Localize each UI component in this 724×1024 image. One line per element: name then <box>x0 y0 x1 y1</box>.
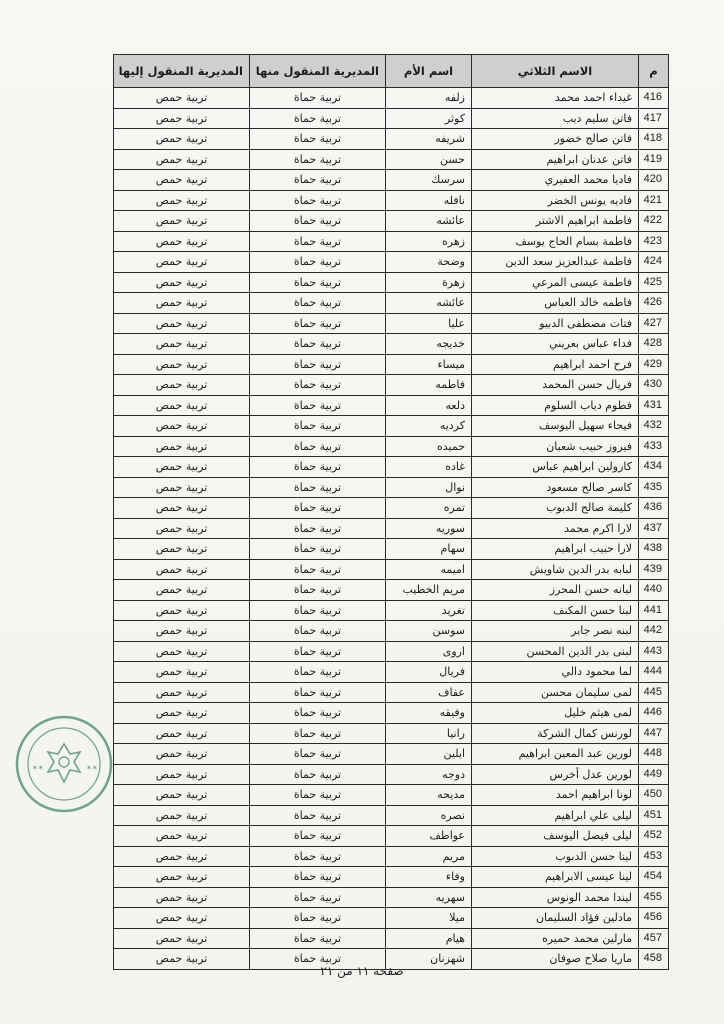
row-from-directorate: تربية حماة <box>250 580 386 601</box>
table-row <box>114 170 669 191</box>
row-to-directorate: تربية حمص <box>114 149 250 170</box>
table-row <box>114 662 669 683</box>
row-to-directorate: تربية حمص <box>114 252 250 273</box>
row-number: 428 <box>639 334 669 355</box>
row-to-directorate: تربية حمص <box>114 641 250 662</box>
table-row <box>114 88 669 109</box>
row-from-directorate: تربية حماة <box>250 457 386 478</box>
row-to-directorate: تربية حمص <box>114 88 250 109</box>
table-row <box>114 334 669 355</box>
row-number: 452 <box>639 826 669 847</box>
table-row <box>114 108 669 129</box>
row-to-directorate: تربية حمص <box>114 190 250 211</box>
row-from-directorate: تربية حماة <box>250 231 386 252</box>
row-mother-name: اروى <box>386 641 472 662</box>
table-row <box>114 805 669 826</box>
row-number: 437 <box>639 518 669 539</box>
row-from-directorate: تربية حماة <box>250 908 386 929</box>
row-from-directorate: تربية حماة <box>250 354 386 375</box>
svg-text:✶✶: ✶✶ <box>86 764 98 772</box>
row-mother-name: دلعه <box>386 395 472 416</box>
row-to-directorate: تربية حمص <box>114 313 250 334</box>
row-to-directorate: تربية حمص <box>114 477 250 498</box>
row-to-directorate: تربية حمص <box>114 928 250 949</box>
row-to-directorate: تربية حمص <box>114 518 250 539</box>
table-row <box>114 457 669 478</box>
row-number: 436 <box>639 498 669 519</box>
row-mother-name: زلفه <box>386 88 472 109</box>
header-mother: اسم الأم <box>386 55 472 88</box>
row-mother-name: مريم <box>386 846 472 867</box>
row-to-directorate: تربية حمص <box>114 334 250 355</box>
table-row <box>114 600 669 621</box>
row-to-directorate: تربية حمص <box>114 211 250 232</box>
row-to-directorate: تربية حمص <box>114 764 250 785</box>
row-full-name: لورنس كمال الشركة <box>472 723 639 744</box>
row-number: 447 <box>639 723 669 744</box>
row-full-name: ماريا صلاح صوفان <box>472 949 639 970</box>
row-full-name: ليندا محمد الونوس <box>472 887 639 908</box>
row-from-directorate: تربية حماة <box>250 867 386 888</box>
row-to-directorate: تربية حمص <box>114 846 250 867</box>
row-full-name: فاتن صالح خضور <box>472 129 639 150</box>
table-row <box>114 313 669 334</box>
table-row <box>114 375 669 396</box>
table-row <box>114 354 669 375</box>
table-row <box>114 416 669 437</box>
row-mother-name: سرسك <box>386 170 472 191</box>
row-number: 450 <box>639 785 669 806</box>
row-full-name: لارا حبيب ابراهيم <box>472 539 639 560</box>
row-mother-name: غاده <box>386 457 472 478</box>
table-row <box>114 231 669 252</box>
row-number: 457 <box>639 928 669 949</box>
row-full-name: لمى سليمان محسن <box>472 682 639 703</box>
row-to-directorate: تربية حمص <box>114 108 250 129</box>
table-row <box>114 826 669 847</box>
row-mother-name: اميمه <box>386 559 472 580</box>
row-full-name: ليلى علي ابراهيم <box>472 805 639 826</box>
row-from-directorate: تربية حماة <box>250 252 386 273</box>
row-number: 442 <box>639 621 669 642</box>
row-number: 431 <box>639 395 669 416</box>
row-full-name: مادلين فؤاد السليمان <box>472 908 639 929</box>
row-full-name: فاطمة عبدالعزيز سعد الدين <box>472 252 639 273</box>
row-from-directorate: تربية حماة <box>250 662 386 683</box>
row-full-name: لونا ابراهيم احمد <box>472 785 639 806</box>
row-mother-name: ايلين <box>386 744 472 765</box>
row-number: 429 <box>639 354 669 375</box>
header-to: المديرية المنقول إليها <box>114 55 250 88</box>
row-full-name: لينا حسن الدبوب <box>472 846 639 867</box>
row-number: 419 <box>639 149 669 170</box>
row-number: 430 <box>639 375 669 396</box>
table-row <box>114 621 669 642</box>
row-number: 426 <box>639 293 669 314</box>
row-mother-name: حميده <box>386 436 472 457</box>
row-from-directorate: تربية حماة <box>250 949 386 970</box>
row-from-directorate: تربية حماة <box>250 395 386 416</box>
row-full-name: فتات مصطفى الدبيو <box>472 313 639 334</box>
table-row <box>114 928 669 949</box>
row-mother-name: نوال <box>386 477 472 498</box>
row-full-name: فاطمة عيسى المرعي <box>472 272 639 293</box>
row-from-directorate: تربية حماة <box>250 600 386 621</box>
row-from-directorate: تربية حماة <box>250 211 386 232</box>
row-to-directorate: تربية حمص <box>114 867 250 888</box>
row-full-name: غيداء احمد محمد <box>472 88 639 109</box>
table-row <box>114 785 669 806</box>
row-full-name: لبنى بدر الدين المحسن <box>472 641 639 662</box>
row-to-directorate: تربية حمص <box>114 129 250 150</box>
row-full-name: فاطمة بسام الحاج يوسف <box>472 231 639 252</box>
row-number: 432 <box>639 416 669 437</box>
row-number: 455 <box>639 887 669 908</box>
row-mother-name: هيام <box>386 928 472 949</box>
row-number: 451 <box>639 805 669 826</box>
row-to-directorate: تربية حمص <box>114 887 250 908</box>
row-full-name: كاسر صالح مسعود <box>472 477 639 498</box>
row-mother-name: حسن <box>386 149 472 170</box>
row-mother-name: كوثر <box>386 108 472 129</box>
row-to-directorate: تربية حمص <box>114 682 250 703</box>
row-number: 443 <box>639 641 669 662</box>
table-row <box>114 477 669 498</box>
table-row <box>114 764 669 785</box>
row-number: 423 <box>639 231 669 252</box>
row-full-name: فرح احمد ابراهيم <box>472 354 639 375</box>
header-num: م <box>639 55 669 88</box>
row-full-name: لبنه نصر جابر <box>472 621 639 642</box>
row-to-directorate: تربية حمص <box>114 436 250 457</box>
row-number: 449 <box>639 764 669 785</box>
row-mother-name: خديجه <box>386 334 472 355</box>
table-row <box>114 518 669 539</box>
row-mother-name: رانيا <box>386 723 472 744</box>
row-from-directorate: تربية حماة <box>250 764 386 785</box>
row-from-directorate: تربية حماة <box>250 498 386 519</box>
row-full-name: لبانه حسن المحرز <box>472 580 639 601</box>
row-mother-name: عليا <box>386 313 472 334</box>
row-from-directorate: تربية حماة <box>250 108 386 129</box>
row-number: 435 <box>639 477 669 498</box>
row-full-name: لارا اكرم محمد <box>472 518 639 539</box>
row-mother-name: سهريه <box>386 887 472 908</box>
table-row <box>114 129 669 150</box>
row-mother-name: فريال <box>386 662 472 683</box>
row-to-directorate: تربية حمص <box>114 805 250 826</box>
table-row <box>114 867 669 888</box>
row-number: 424 <box>639 252 669 273</box>
row-number: 438 <box>639 539 669 560</box>
row-full-name: فطوم دياب السلوم <box>472 395 639 416</box>
row-mother-name: مريم الخطيب <box>386 580 472 601</box>
page-number: صفحة ١١ من ٢١ <box>320 964 404 978</box>
row-from-directorate: تربية حماة <box>250 129 386 150</box>
row-mother-name: شهزنان <box>386 949 472 970</box>
row-mother-name: سهام <box>386 539 472 560</box>
row-full-name: فريال حسن المحمد <box>472 375 639 396</box>
row-from-directorate: تربية حماة <box>250 539 386 560</box>
row-to-directorate: تربية حمص <box>114 231 250 252</box>
row-number: 433 <box>639 436 669 457</box>
row-number: 456 <box>639 908 669 929</box>
table-row <box>114 498 669 519</box>
row-full-name: لينا عيسى الابراهيم <box>472 867 639 888</box>
table-row <box>114 703 669 724</box>
row-full-name: لورين عدل أخرس <box>472 764 639 785</box>
row-from-directorate: تربية حماة <box>250 375 386 396</box>
table-row <box>114 908 669 929</box>
row-mother-name: وفيقه <box>386 703 472 724</box>
row-number: 441 <box>639 600 669 621</box>
row-full-name: فاطمة ابراهيم الاشتر <box>472 211 639 232</box>
row-mother-name: سوريه <box>386 518 472 539</box>
row-to-directorate: تربية حمص <box>114 354 250 375</box>
row-from-directorate: تربية حماة <box>250 805 386 826</box>
header-from: المديرية المنقول منها <box>250 55 386 88</box>
row-from-directorate: تربية حماة <box>250 744 386 765</box>
row-from-directorate: تربية حماة <box>250 149 386 170</box>
table-row <box>114 887 669 908</box>
row-number: 454 <box>639 867 669 888</box>
table-row <box>114 293 669 314</box>
row-full-name: لبنا حسن المكنف <box>472 600 639 621</box>
row-from-directorate: تربية حماة <box>250 416 386 437</box>
row-to-directorate: تربية حمص <box>114 580 250 601</box>
row-full-name: لما محمود دالي <box>472 662 639 683</box>
table-row <box>114 559 669 580</box>
row-number: 440 <box>639 580 669 601</box>
row-number: 418 <box>639 129 669 150</box>
row-from-directorate: تربية حماة <box>250 313 386 334</box>
row-from-directorate: تربية حماة <box>250 723 386 744</box>
row-mother-name: ميساء <box>386 354 472 375</box>
row-to-directorate: تربية حمص <box>114 662 250 683</box>
row-number: 422 <box>639 211 669 232</box>
row-full-name: فاديه يونس الخضر <box>472 190 639 211</box>
row-from-directorate: تربية حماة <box>250 928 386 949</box>
row-to-directorate: تربية حمص <box>114 416 250 437</box>
row-full-name: لورين عبد المعين ابراهيم <box>472 744 639 765</box>
row-number: 427 <box>639 313 669 334</box>
row-to-directorate: تربية حمص <box>114 826 250 847</box>
row-mother-name: شريفه <box>386 129 472 150</box>
row-from-directorate: تربية حماة <box>250 785 386 806</box>
row-from-directorate: تربية حماة <box>250 170 386 191</box>
row-from-directorate: تربية حماة <box>250 334 386 355</box>
row-to-directorate: تربية حمص <box>114 272 250 293</box>
row-number: 444 <box>639 662 669 683</box>
row-full-name: مارلين محمد حميره <box>472 928 639 949</box>
row-to-directorate: تربية حمص <box>114 785 250 806</box>
row-number: 439 <box>639 559 669 580</box>
table-row <box>114 744 669 765</box>
row-to-directorate: تربية حمص <box>114 395 250 416</box>
row-full-name: فيروز حبيب شعبان <box>472 436 639 457</box>
row-to-directorate: تربية حمص <box>114 457 250 478</box>
row-mother-name: عفاف <box>386 682 472 703</box>
row-to-directorate: تربية حمص <box>114 170 250 191</box>
row-mother-name: وضحة <box>386 252 472 273</box>
row-number: 445 <box>639 682 669 703</box>
row-to-directorate: تربية حمص <box>114 723 250 744</box>
row-from-directorate: تربية حماة <box>250 272 386 293</box>
row-mother-name: تغريد <box>386 600 472 621</box>
row-from-directorate: تربية حماة <box>250 703 386 724</box>
row-number: 416 <box>639 88 669 109</box>
row-mother-name: عواطف <box>386 826 472 847</box>
table-row <box>114 682 669 703</box>
table-row <box>114 846 669 867</box>
table-row <box>114 149 669 170</box>
row-to-directorate: تربية حمص <box>114 559 250 580</box>
table-row <box>114 723 669 744</box>
row-full-name: فاتن عدنان ابراهيم <box>472 149 639 170</box>
row-mother-name: نافله <box>386 190 472 211</box>
row-from-directorate: تربية حماة <box>250 518 386 539</box>
table-row <box>114 395 669 416</box>
row-from-directorate: تربية حماة <box>250 826 386 847</box>
row-full-name: فيحاء سهيل اليوسف <box>472 416 639 437</box>
row-to-directorate: تربية حمص <box>114 621 250 642</box>
header-name: الاسم الثلاثي <box>472 55 639 88</box>
row-to-directorate: تربية حمص <box>114 703 250 724</box>
row-mother-name: كرديه <box>386 416 472 437</box>
row-to-directorate: تربية حمص <box>114 375 250 396</box>
row-from-directorate: تربية حماة <box>250 846 386 867</box>
row-number: 417 <box>639 108 669 129</box>
row-number: 425 <box>639 272 669 293</box>
table-row <box>114 211 669 232</box>
row-full-name: ليلى فيصل اليوسف <box>472 826 639 847</box>
row-mother-name: وفاء <box>386 867 472 888</box>
row-from-directorate: تربية حماة <box>250 88 386 109</box>
row-full-name: فاطمه خالد العباس <box>472 293 639 314</box>
row-from-directorate: تربية حماة <box>250 641 386 662</box>
row-mother-name: فاطمه <box>386 375 472 396</box>
row-from-directorate: تربية حماة <box>250 293 386 314</box>
row-number: 434 <box>639 457 669 478</box>
row-to-directorate: تربية حمص <box>114 908 250 929</box>
row-full-name: لمى هيثم خليل <box>472 703 639 724</box>
row-mother-name: زهرة <box>386 272 472 293</box>
row-mother-name: سوسن <box>386 621 472 642</box>
row-mother-name: زهره <box>386 231 472 252</box>
table-body <box>114 88 669 970</box>
official-stamp <box>14 714 114 814</box>
table-row <box>114 539 669 560</box>
row-number: 458 <box>639 949 669 970</box>
row-to-directorate: تربية حمص <box>114 293 250 314</box>
table-row <box>114 190 669 211</box>
row-mother-name: عائشه <box>386 211 472 232</box>
row-from-directorate: تربية حماة <box>250 477 386 498</box>
row-from-directorate: تربية حماة <box>250 559 386 580</box>
transfer-table <box>113 54 669 970</box>
row-full-name: لبابه بدر الدين شاويش <box>472 559 639 580</box>
row-mother-name: ميلا <box>386 908 472 929</box>
row-from-directorate: تربية حماة <box>250 682 386 703</box>
row-to-directorate: تربية حمص <box>114 744 250 765</box>
table-row <box>114 641 669 662</box>
row-mother-name: تمره <box>386 498 472 519</box>
row-mother-name: نصره <box>386 805 472 826</box>
row-mother-name: مديحه <box>386 785 472 806</box>
row-full-name: فاديا محمد العفيري <box>472 170 639 191</box>
row-number: 448 <box>639 744 669 765</box>
row-from-directorate: تربية حماة <box>250 190 386 211</box>
row-to-directorate: تربية حمص <box>114 498 250 519</box>
table-row <box>114 252 669 273</box>
table-row <box>114 436 669 457</box>
row-number: 420 <box>639 170 669 191</box>
table-row <box>114 272 669 293</box>
table-row <box>114 580 669 601</box>
row-to-directorate: تربية حمص <box>114 539 250 560</box>
row-number: 421 <box>639 190 669 211</box>
row-to-directorate: تربية حمص <box>114 600 250 621</box>
row-mother-name: دوجه <box>386 764 472 785</box>
row-number: 446 <box>639 703 669 724</box>
row-from-directorate: تربية حماة <box>250 621 386 642</box>
row-number: 453 <box>639 846 669 867</box>
table-header-row <box>114 55 669 88</box>
row-full-name: كليمة صالح الدبوب <box>472 498 639 519</box>
row-to-directorate: تربية حمص <box>114 949 250 970</box>
row-mother-name: عائشه <box>386 293 472 314</box>
row-full-name: فداء عباس بعريني <box>472 334 639 355</box>
row-full-name: كارولين ابراهيم عباس <box>472 457 639 478</box>
row-from-directorate: تربية حماة <box>250 436 386 457</box>
row-full-name: فاتن سليم ديب <box>472 108 639 129</box>
row-from-directorate: تربية حماة <box>250 887 386 908</box>
svg-text:✶✶: ✶✶ <box>32 764 44 772</box>
